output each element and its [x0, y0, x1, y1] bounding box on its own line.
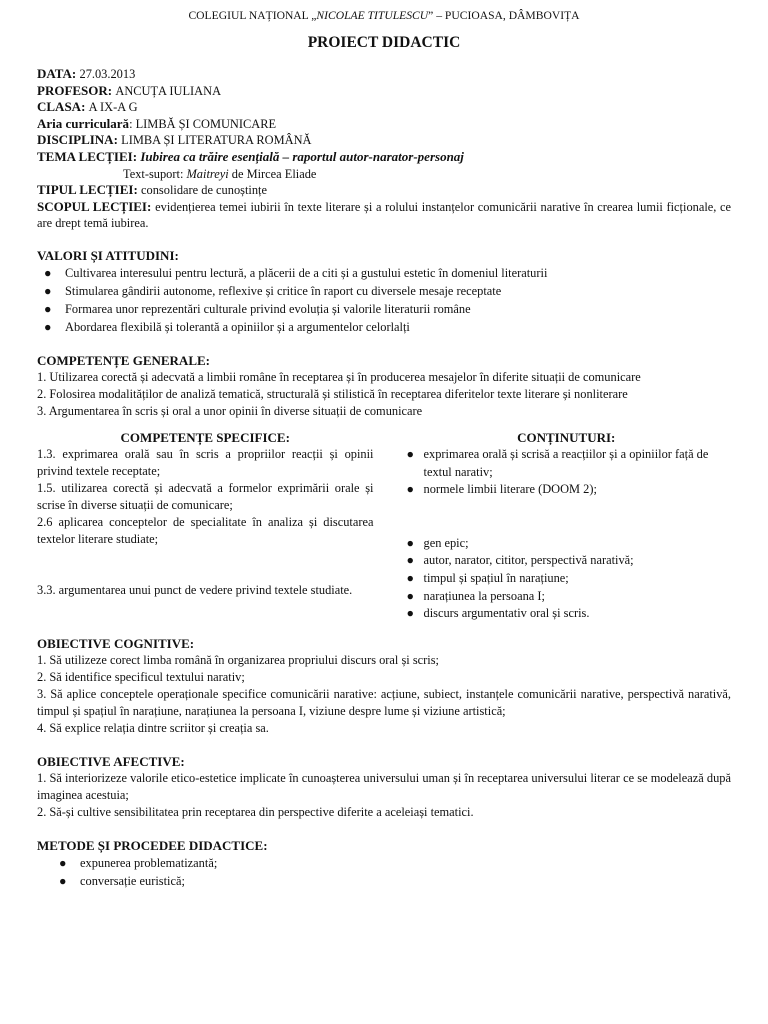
list-item: ● expunerea problematizantă;: [59, 855, 218, 870]
metode-list: [37, 854, 731, 890]
text-suport-work: Maitreyi: [186, 166, 229, 181]
competenta-specifica-2-6: 2.6 aplicarea conceptelor de specialitate în analiza și discutarea textelor literare studiate;: [37, 514, 374, 546]
bullet-icon: ●: [406, 588, 414, 603]
document-title: PROIECT DIDACTIC: [307, 34, 461, 51]
list-item: ● narațiunea la persoana I;: [405, 588, 732, 606]
field-value: LIMBA ȘI LITERATURA ROMÂNĂ: [121, 133, 312, 148]
field-value: consolidare de cunoștințe: [141, 183, 267, 198]
bullet-icon: ●: [406, 535, 414, 550]
column-title-continuturi: CONȚINUTURI:: [517, 429, 616, 445]
continuturi-column: [402, 429, 732, 623]
field-disciplina: [37, 132, 731, 149]
list-item: ● Cultivarea interesului pentru lectură, a plăcerii de a citi și a gustului estetic în domeniul literaturii: [44, 265, 548, 280]
list-item: ● autor, narator, cititor, perspectivă narativă;: [405, 552, 732, 570]
obiectiv-cognitiv-3: 3. Să aplice conceptele operaționale specifice comunicării narative: acțiune, subiect, instanțele comunicării narative, perspectivă narativă, timpul și spațiul în narațiune, narațiunea la persoana I, viziune despre lume și viziune artistică;: [37, 686, 731, 718]
bullet-icon: ●: [406, 570, 414, 585]
list-item: ● Formarea unor reprezentări culturale privind evoluția și valorile literaturii române: [44, 301, 471, 316]
bullet-icon: ●: [44, 265, 52, 280]
field-label: TEMA LECȚIEI:: [37, 148, 138, 164]
list-item: ● timpul și spațiul în narațiune;: [405, 570, 732, 588]
bullet-icon: ●: [406, 446, 414, 461]
field-text-suport: [37, 166, 731, 183]
school-header: [37, 8, 731, 24]
list-item: ● normele limbii literare (DOOM 2);: [405, 481, 732, 499]
list-item: ● discurs argumentativ oral și scris.: [405, 605, 732, 623]
section-title-metode: METODE ȘI PROCEDEE DIDACTICE:: [37, 837, 268, 853]
list-item: ● exprimarea orală și scrisă a reacțiilor și a opiniilor față de textul narativ;: [406, 446, 709, 479]
bullet-icon: ●: [59, 873, 67, 888]
field-tipul-lectiei: [37, 182, 731, 199]
text-suport-suffix: de Mircea Eliade: [228, 166, 317, 181]
competenta-generala-3: 3. Argumentarea în scris și oral a unor opinii în diverse situații de comunicare: [37, 403, 423, 418]
bullet-icon: ●: [406, 606, 414, 621]
field-clasa: [37, 99, 731, 116]
field-aria-curriculara: [37, 116, 731, 133]
competente-specifice-column: [37, 429, 374, 623]
field-value: ANCUȚA IULIANA: [115, 83, 222, 98]
obiectiv-cognitiv-4: 4. Să explice relația dintre scriitor și creația sa.: [37, 720, 269, 735]
section-title-competente-generale: COMPETENȚE GENERALE:: [37, 352, 210, 368]
competenta-generala-2: 2. Folosirea modalităților de analiză tematică, structurală și stilistică în receptarea diferitelor texte literare și nonliterare: [37, 386, 628, 401]
field-value: Iubirea ca trăire esențială – raportul autor-narator-personaj: [140, 148, 464, 164]
header-part-3: ” – PUCIOASA, DÂMBOVIȚA: [428, 9, 580, 22]
continuturi-list-2: [402, 535, 732, 623]
section-title-valori: VALORI ȘI ATITUDINI:: [37, 247, 179, 263]
valori-list: [37, 264, 731, 336]
section-title-obiective-afective: OBIECTIVE AFECTIVE:: [37, 753, 185, 769]
continuturi-list-1: [402, 446, 732, 499]
field-label: CLASA:: [37, 99, 86, 115]
field-label: DATA:: [37, 66, 77, 81]
obiectiv-afectiv-1: 1. Să interiorizeze valorile etico-estetice implicate în cunoașterea universului uman și în receptarea universului literar ce se modelează după imaginea acestuia;: [37, 770, 731, 802]
list-item: ● Stimularea gândirii autonome, reflexive și critice în raport cu diversele mesaje receptate: [44, 283, 502, 298]
header-school-name: NICOLAE TITULESCU: [316, 9, 429, 22]
obiectiv-afectiv-2: 2. Să-și cultive sensibilitatea prin receptarea din perspective diferite a aceleiași tematici.: [37, 804, 474, 819]
field-label: DISCIPLINA:: [37, 132, 118, 148]
bullet-icon: ●: [406, 553, 414, 568]
bullet-icon: ●: [44, 319, 52, 334]
bullet-icon: ●: [406, 482, 414, 497]
text-suport-prefix: Text-suport:: [123, 166, 187, 181]
obiectiv-cognitiv-1: 1. Să utilizeze corect limba română în organizarea propriului discurs oral și scris;: [37, 652, 439, 667]
bullet-icon: ●: [59, 855, 67, 870]
field-value: A IX-A G: [88, 100, 138, 115]
competenta-specifica-3-3: 3.3. argumentarea unui punct de vedere privind textele studiate.: [37, 582, 353, 597]
bullet-icon: ●: [44, 283, 52, 298]
header-part-1: COLEGIUL NAȚIONAL „: [188, 9, 317, 22]
competenta-specifica-1-3: 1.3. exprimarea orală sau în scris a propriilor reacții și opinii privind textele receptate;: [37, 446, 374, 478]
field-label: TIPUL LECȚIEI:: [37, 182, 138, 198]
field-profesor: [37, 83, 731, 100]
list-item: ● Abordarea flexibilă și tolerantă a opiniilor și a argumentelor celorlalți: [44, 319, 410, 334]
field-tema-lectiei: [37, 149, 731, 166]
field-value: evidențierea temei iubirii în texte literare și a rolului instanțelor comunicării narative în crearea lumii ficționale, ce are drept temă iubirea.: [37, 199, 731, 231]
section-title-obiective-cognitive: OBIECTIVE COGNITIVE:: [37, 635, 195, 651]
field-label: Aria curriculară: [37, 115, 130, 131]
field-label: SCOPUL LECȚIEI:: [37, 198, 152, 214]
field-value: 27.03.2013: [79, 67, 136, 81]
field-data: [37, 66, 731, 83]
obiectiv-cognitiv-2: 2. Să identifice specificul textului narativ;: [37, 669, 245, 684]
field-label: PROFESOR:: [37, 82, 113, 98]
column-title-competente-specifice: COMPETENȚE SPECIFICE:: [120, 429, 290, 445]
competente-continuturi-table: [37, 429, 731, 623]
competenta-generala-1: 1. Utilizarea corectă și adecvată a limbii române în receptarea și în producerea mesajelor în diferite situații de comunicare: [37, 369, 641, 384]
competenta-specifica-1-5: 1.5. utilizarea corectă și adecvată a formelor exprimării orale și scrise în diverse situații de comunicare;: [37, 480, 374, 512]
list-item: ● gen epic;: [405, 535, 732, 553]
bullet-icon: ●: [44, 301, 52, 316]
field-value: : LIMBĂ ȘI COMUNICARE: [129, 116, 277, 131]
field-scopul-lectiei: [37, 199, 731, 232]
list-item: ● conversație euristică;: [59, 873, 185, 888]
